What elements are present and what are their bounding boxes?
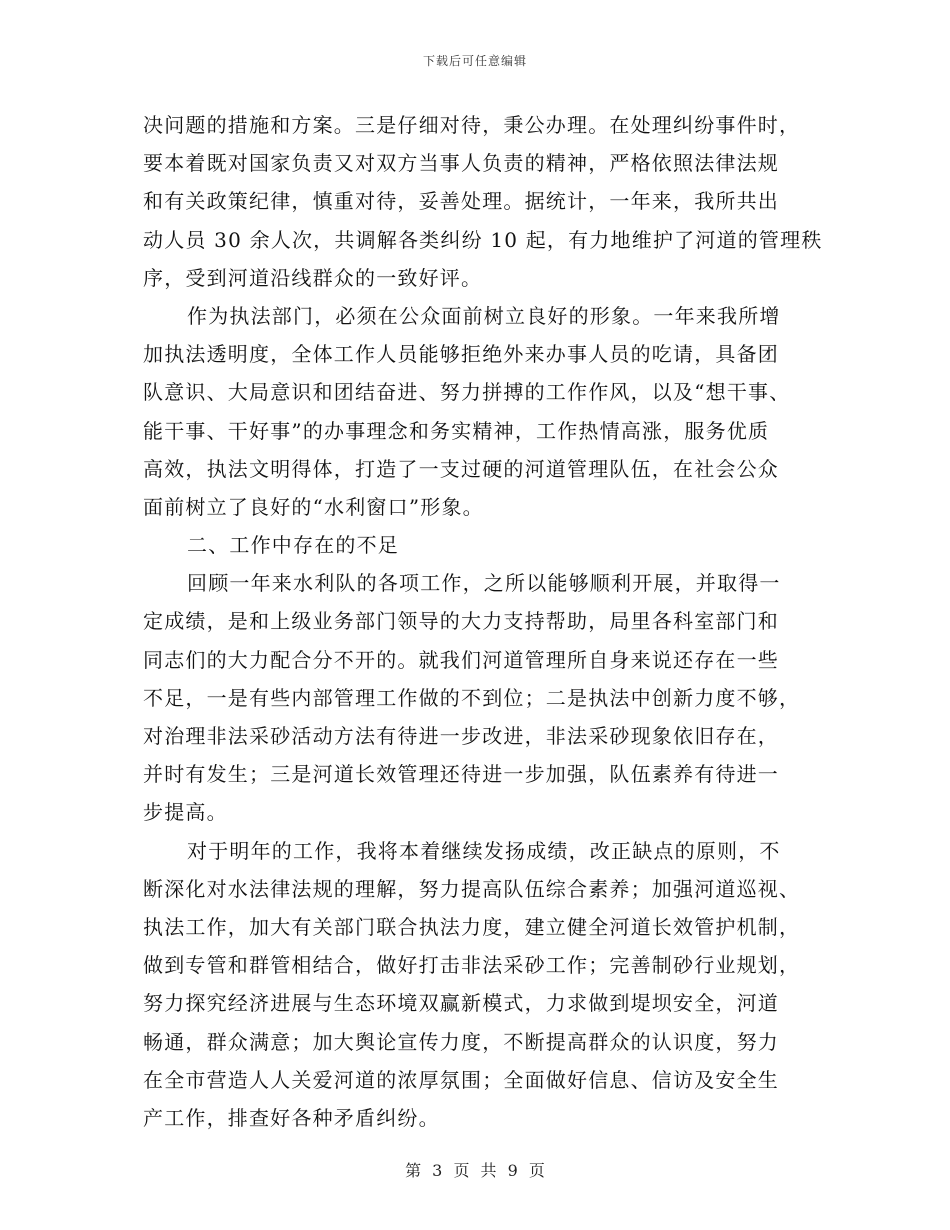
text-line: 畅通，群众满意；加大舆论宣传力度，不断提高群众的认识度，努力 xyxy=(143,1029,779,1054)
text-line: 同志们的大力配合分不开的。就我们河道管理所自身来说还存在一些 xyxy=(143,647,779,672)
paragraph xyxy=(143,564,811,831)
text-line: 做到专管和群管相结合，做好打击非法采砂工作；完善制砂行业规划， xyxy=(143,953,801,978)
text-line: 在全市营造人人关爱河道的浓厚氛围；全面做好信息、信访及安全生 xyxy=(143,1067,779,1092)
text-line: 序，受到河道沿线群众的一致好评。 xyxy=(143,265,483,290)
text-line: 不足，一是有些内部管理工作做的不到位；二是执法中创新力度不够， xyxy=(143,685,801,710)
text-line: 对治理非法采砂活动方法有待进一步改进，非法采砂现象依旧存在， xyxy=(143,724,779,748)
text-line: 队意识、大局意识和团结奋进、努力拼搏的工作作风，以及“想干事、 xyxy=(143,380,791,405)
text-line: 并时有发生；三是河道长效管理还待进一步加强，队伍素养有待进一 xyxy=(143,762,779,787)
text-line: 对于明年的工作，我将本着继续发扬成绩，改正缺点的原则，不 xyxy=(187,838,781,863)
text-line: 步提高。 xyxy=(143,800,228,825)
text-line: 定成绩，是和上级业务部门领导的大力支持帮助，局里各科室部门和 xyxy=(143,609,779,634)
text-line: 和有关政策纪律，慎重对待，妥善处理。据统计，一年来，我所共出 xyxy=(143,189,779,214)
text-line: 二、工作中存在的不足 xyxy=(187,533,399,558)
document-body xyxy=(143,106,823,1137)
text-line: 产工作，排查好各种矛盾纠纷。 xyxy=(143,1105,440,1130)
page-header: 下载后可任意编辑 xyxy=(422,54,527,68)
text-line: 作为执法部门，必须在公众面前树立良好的形象。一年来我所增 xyxy=(187,303,781,328)
text-line: 执法工作，加大有关部门联合执法力度，建立健全河道长效管护机制， xyxy=(143,914,801,939)
text-line: 决问题的措施和方案。三是仔细对待，秉公办理。在处理纠纷事件时， xyxy=(143,113,801,137)
page-footer: 第 3 页 共 9 页 xyxy=(405,1161,545,1180)
paragraph xyxy=(143,106,823,297)
text-line: 要本着既对国家负责又对双方当事人负责的精神，严格依照法律法规 xyxy=(143,151,779,176)
paragraph xyxy=(143,297,811,526)
paragraph xyxy=(143,832,811,1138)
section-heading xyxy=(143,526,811,564)
text-line: 高效，执法文明得体，打造了一支过硬的河道管理队伍，在社会公众 xyxy=(143,456,779,481)
text-line: 动人员 30 余人次，共调解各类纠纷 10 起，有力地维护了河道的管理秩 xyxy=(143,227,823,252)
text-line: 加执法透明度，全体工作人员能够拒绝外来办事人员的吃请，具备团 xyxy=(143,342,779,367)
text-line: 面前树立了良好的“水利窗口”形象。 xyxy=(143,494,484,519)
text-line: 努力探究经济进展与生态环境双赢新模式，力求做到堤坝安全，河道 xyxy=(143,991,779,1016)
text-line: 断深化对水法律法规的理解，努力提高队伍综合素养；加强河道巡视、 xyxy=(143,876,801,901)
text-line: 回顾一年来水利队的各项工作，之所以能够顺利开展，并取得一 xyxy=(187,571,781,596)
text-line: 能干事、干好事”的办事理念和务实精神，工作热情高涨，服务优质 xyxy=(143,418,770,443)
